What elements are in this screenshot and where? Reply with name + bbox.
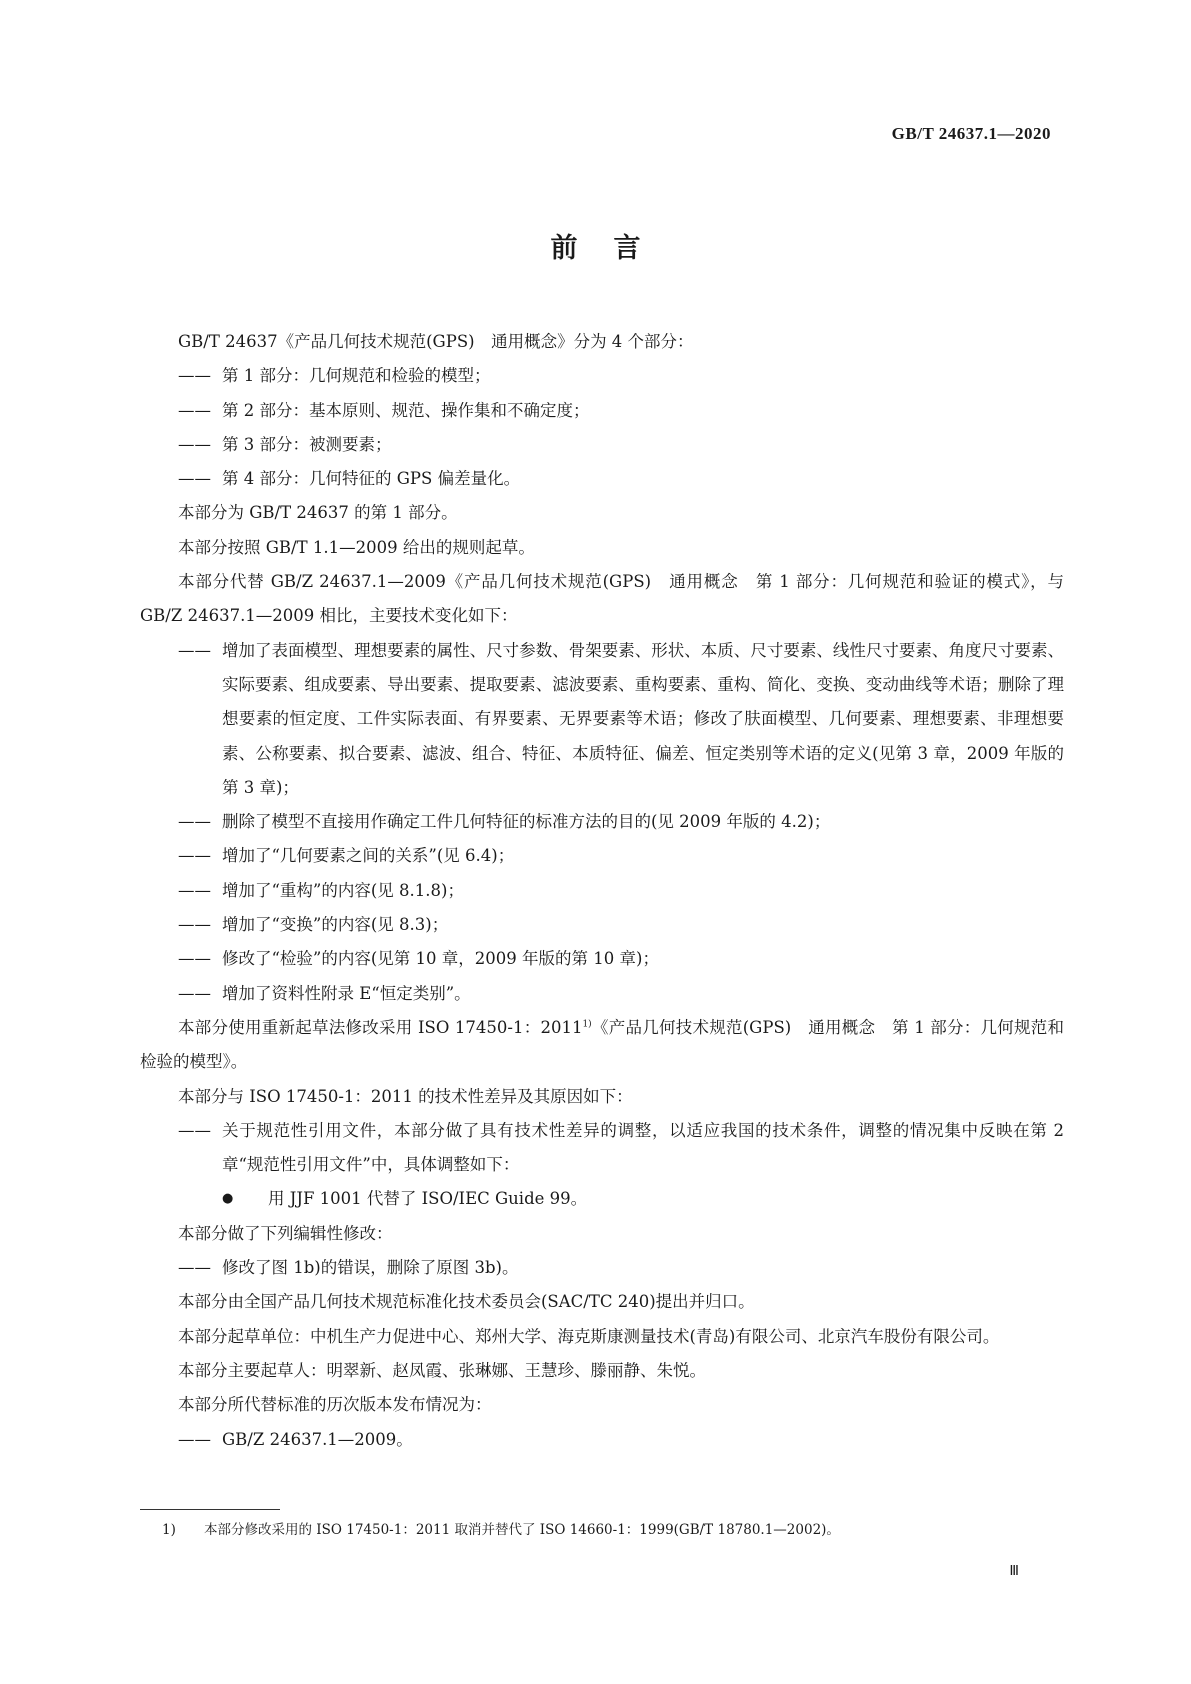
dash-mark: —— [178, 880, 211, 900]
list-item: —— 增加了“重构”的内容(见 8.1.8)； [140, 874, 1064, 908]
paragraph: 本部分主要起草人：明翠新、赵凤霞、张琳娜、王慧珍、滕丽静、朱悦。 [178, 1360, 706, 1380]
page-number: Ⅲ [1009, 1564, 1019, 1579]
dash-mark: —— [178, 1120, 211, 1140]
paragraph: 本部分使用重新起草法修改采用 ISO 17450-1：2011$^{1)}$《产品几何技术规范(GPS) 通用概念 第 1 部分：几何规范和检验的模型》。 [140, 1017, 1064, 1072]
list-item: —— 增加了资料性附录 E“恒定类别”。 [140, 977, 1064, 1011]
list-item: —— 第 3 部分：被测要素； [140, 428, 1064, 462]
paragraph: 本部分按照 GB/T 1.1—2009 给出的规则起草。 [178, 537, 535, 557]
paragraph: 本部分做了下列编辑性修改： [178, 1223, 393, 1243]
dash-mark: —— [178, 983, 211, 1003]
page-title: 前言 [550, 233, 677, 264]
list-item: —— 修改了图 1b)的错误，删除了原图 3b)。 [140, 1251, 1064, 1285]
list-item: —— 增加了表面模型、理想要素的属性、尺寸参数、骨架要素、形状、本质、尺寸要素、线性尺寸要素、角度尺寸要素、实际要素、组成要素、导出要素、提取要素、滤波要素、重构要素、重构、简化、变换、变动曲线等术语；删除了理想要素的恒定度、工件实际表面、有界要素、无界要素等术语；修改了肤面模型、几何要素、理想要素、非理想要素、公称要素、拟合要素、滤波、组合、特征、本质特征、偏差、恒定类别等术语的定义(见第 3 章，2009 年版的第 3 章)； [140, 634, 1064, 805]
footnote [162, 1520, 1062, 1540]
list-item: —— 第 2 部分：基本原则、规范、操作集和不确定度； [140, 394, 1064, 428]
list-item: —— 第 1 部分：几何规范和检验的模型； [140, 359, 1064, 393]
paragraph: 本部分所代替标准的历次版本发布情况为： [178, 1395, 492, 1415]
bullet-item: ● 用 JJF 1001 代替了 ISO/IEC Guide 99。 [140, 1182, 1064, 1216]
list-item: —— 第 4 部分：几何特征的 GPS 偏差量化。 [140, 462, 1064, 496]
dash-mark: —— [178, 434, 211, 454]
bullet-icon: ● [222, 1191, 234, 1207]
dash-mark: —— [178, 812, 211, 832]
paragraph: 本部分起草单位：中机生产力促进中心、郑州大学、海克斯康测量技术(青岛)有限公司、北京汽车股份有限公司。 [178, 1326, 1000, 1346]
standard-code: GB/T 24637.1—2020 [891, 124, 1051, 143]
paragraph: 本部分代替 GB/Z 24637.1—2009《产品几何技术规范(GPS) 通用概念 第 1 部分：几何规范和验证的模式》，与 GB/Z 24637.1—2009 相比，主要技术变化如下： [140, 572, 1064, 626]
list-item: —— 关于规范性引用文件，本部分做了具有技术性差异的调整，以适应我国的技术条件，调整的情况集中反映在第 2 章“规范性引用文件”中，具体调整如下： [140, 1114, 1064, 1183]
footnote-number: 1) [162, 1522, 176, 1538]
paragraph: 本部分由全国产品几何技术规范标准化技术委员会(SAC/TC 240)提出并归口。 [178, 1292, 755, 1312]
paragraph: 本部分与 ISO 17450-1：2011 的技术性差异及其原因如下： [178, 1086, 633, 1106]
paragraph: GB/T 24637《产品几何技术规范(GPS) 通用概念》分为 4 个部分： [178, 332, 694, 351]
paragraph: 本部分为 GB/T 24637 的第 1 部分。 [178, 503, 458, 523]
dash-mark: —— [178, 846, 211, 866]
footnote-ref: 1) [582, 1019, 592, 1030]
dash-mark: —— [178, 949, 211, 969]
dash-mark: —— [178, 366, 211, 386]
list-item: —— 增加了“变换”的内容(见 8.3)； [140, 908, 1064, 942]
dash-mark: —— [178, 400, 211, 420]
dash-mark: —— [178, 640, 211, 660]
dash-mark: —— [178, 1429, 211, 1449]
list-item: —— 增加了“几何要素之间的关系”(见 6.4)； [140, 839, 1064, 873]
dash-mark: —— [178, 469, 211, 489]
dash-mark: —— [178, 1258, 211, 1278]
foreword-body [140, 325, 1064, 1457]
list-item: —— 删除了模型不直接用作确定工件几何特征的标准方法的目的(见 2009 年版的 4.2)； [140, 805, 1064, 839]
footnote-text: 本部分修改采用的 ISO 17450-1：2011 取消并替代了 ISO 14660-1：1999(GB/T 18780.1—2002)。 [204, 1522, 840, 1538]
dash-mark: —— [178, 915, 211, 935]
list-item: —— 修改了“检验”的内容(见第 10 章，2009 年版的第 10 章)； [140, 942, 1064, 976]
footnote-divider [140, 1509, 280, 1510]
list-item: —— GB/Z 24637.1—2009。 [140, 1423, 1064, 1457]
